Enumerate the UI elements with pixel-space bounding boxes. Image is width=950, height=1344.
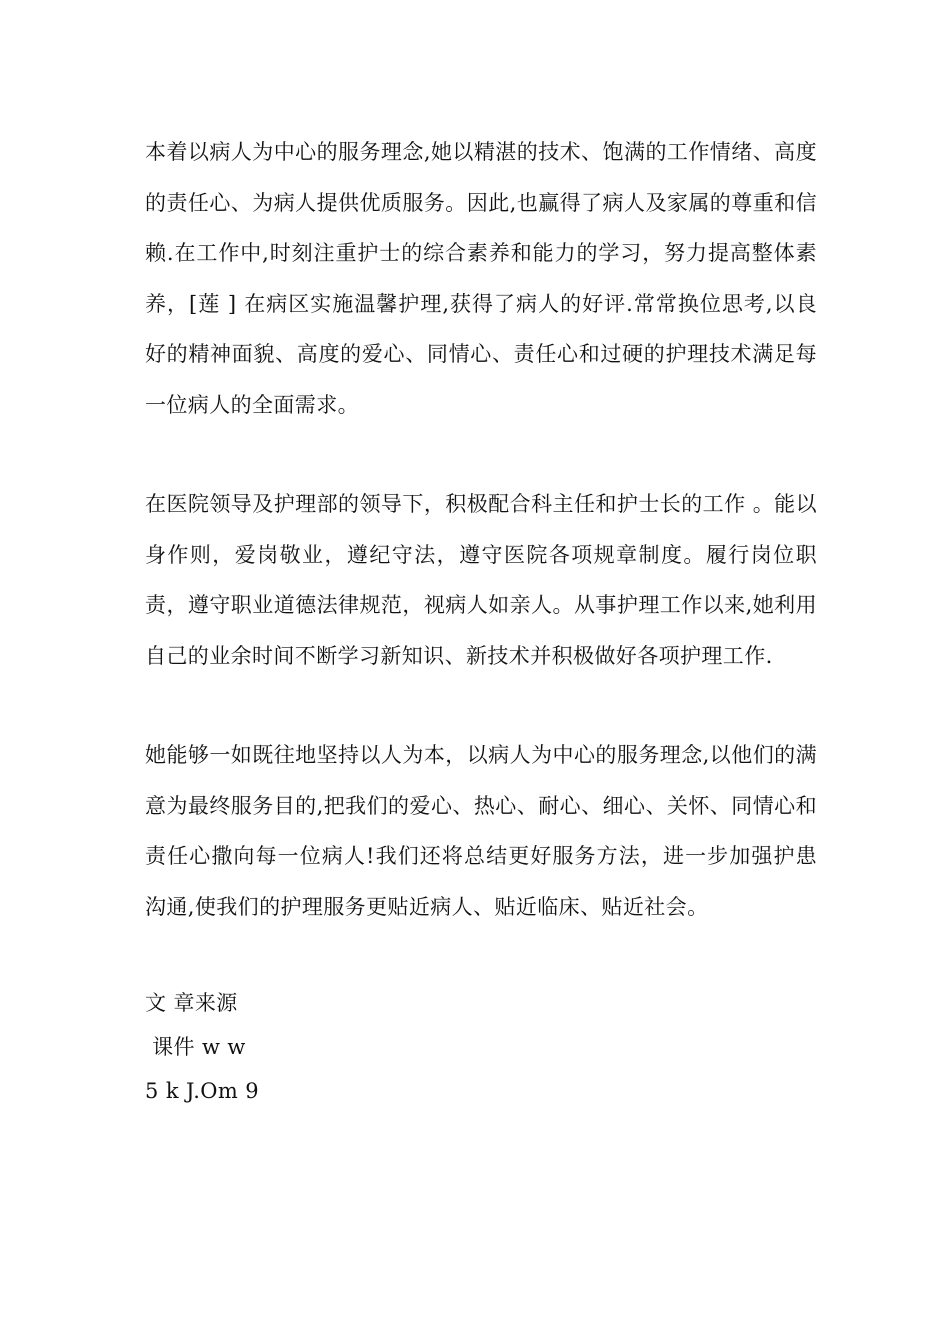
source-line-3: 5 k J.Om 9 bbox=[145, 1079, 260, 1103]
paragraph-1: 本着以病人为中心的服务理念,她以精湛的技术、饱满的工作情绪、高度的责任心、为病人提供优质服务。因此,也赢得了病人及家属的尊重和信赖.在工作中,时刻注重护士的综合素养和能力的学习，努力提高整体素养，[莲 ] 在病区实施温馨护理,获得了病人的好评.常常换位思考,以良好的精神面貌、高度的爱心、同情心、责任心和过硬的护理技术满足每一位病人的全面需求。 bbox=[145, 140, 817, 417]
paragraph-2: 在医院领导及护理部的领导下，积极配合科主任和护士长的工作 。能以身作则，爱岗敬业，遵纪守法，遵守医院各项规章制度。履行岗位职责，遵守职业道德法律规范，视病人如亲人。从事护理工作以来,她利用自己的业余时间不断学习新知识、新技术并积极做好各项护理工作. bbox=[145, 492, 817, 668]
source-line-1: 文 章来源 bbox=[145, 991, 238, 1015]
paragraph-3: 她能够一如既往地坚持以人为本，以病人为中心的服务理念,以他们的满意为最终服务目的,把我们的爱心、热心、耐心、细心、关怀、同情心和责任心撒向每一位病人!我们还将总结更好服务方法，进一步加强护患沟通,使我们的护理服务更贴近病人、贴近临床、贴近社会。 bbox=[145, 743, 817, 919]
document-body bbox=[145, 127, 817, 1113]
source-note bbox=[145, 981, 817, 1113]
source-line-2: 课件 w w bbox=[145, 1035, 246, 1059]
